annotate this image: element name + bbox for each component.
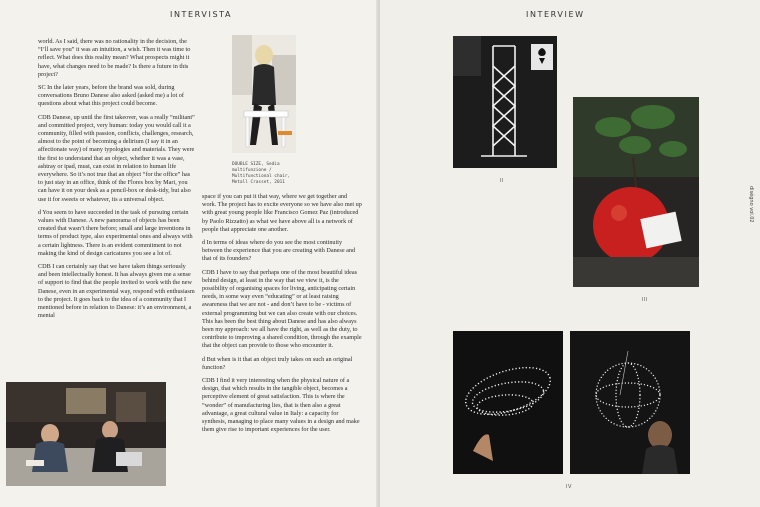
paragraph: space if you can put it that way, where we get together and work. The project has to excite everyone so we have also met up with great young people like Francisco Gomez Paz (introduced by Paolo Rizzatto) as what we have above all is a network of people that appreciate one another. <box>202 193 362 233</box>
chair-photo-image <box>232 35 296 153</box>
paragraph: CDB I have to say that perhaps one of the most beautiful ideas behind design, at least in the way that we view it, is the possibility of organising spaces for living, anticipating certain needs, in some way even “educating” or at least raising awareness that we are not - and don’t have to be - victims of external programming but we can also create with our choices. This has been the best thing about Danese and has also always been my approach: we all have the right, as well as the duty, to contribute to improving a shared condition, through the example that the object can provide to those who encounter it. <box>202 268 362 350</box>
plate-iii-photo <box>573 97 699 287</box>
paragraph: d In terms of ideas where do you see the most continuity between the experience that you are creating with Danese and that of its founders? <box>202 239 356 263</box>
plate-ii-photo <box>453 36 557 168</box>
meeting-photo <box>6 382 166 486</box>
paragraph: CDB I find it very interesting when the physical nature of a design, that which results in the tangible object, becomes a perceptive element of great satisfaction. This is where the “wonder” of manufacturing lies, that is then also a great advantage, a great cultural value in Italy: a capacity for synthesis, managing to place many values in a design and make them give rise to important experiences for the user. <box>202 377 360 434</box>
paragraph: CDB Danese, up until the first takeover, was a really “militant” and committed project, very human: today you would call it a community, filled with passion, conflicts, challenges, research, almost to the point of becoming a delirium (I say it in an affectionate way) of many typologies and materials. They were the first to understand that an object, whether it was a vase, ashtray or ipad, must, can exist in relation to human life everywhere. So it’s not true that an object “for the office” has to just stay in an office, think of the Flores box by Mari, you can have it on your desk as a pencil-box or desk-tidy, but also use it for sweets or whatever, its a universal object. <box>38 113 195 203</box>
apple-plant-image <box>573 97 699 287</box>
left-page <box>0 0 378 507</box>
right-column <box>202 193 362 439</box>
plate-iv-photo-left <box>453 331 563 474</box>
plate-number: II <box>500 178 504 184</box>
magazine-side-label: diségno vol.02 <box>748 186 754 223</box>
plate-number: IV <box>566 484 572 490</box>
right-page-header: INTERVIEW <box>526 10 585 19</box>
photo-caption: DOUBLE SIZE, Sedia multifunzione / Multifunctional chair, Metall Crasset, 2011 <box>232 162 291 185</box>
paragraph: d But when is it that an object truly takes on such an original function? <box>202 355 353 371</box>
paragraph: d You seem to have succeeded in the task of pursuing certain values with Danese. A new panorama of objects has been created that wasn’t there before; small and large inventions in terms of product type, also experimental ones and always with a certain lightness. There is an evident commitment to not making the kind of design caricatures you see a lot of. <box>38 208 193 257</box>
light-rings-image <box>453 331 563 474</box>
paragraph: world. As I said, there was no rationality in the decision, the “I’ll save you” it was an intuition, a wish. Then it was time to reflect. What does this reality mean? What prospects might it have, what changes need to be made? Is there a future in this project? <box>38 38 191 78</box>
paragraph: CDB I can certainly say that we have taken things seriously and been intellectually honest. It has always given me a sense of support to find that the people invited to work with the new Danese, even in an experimental way, respond with enthusiasm to the project. It goes back to the idea of a community that I mentioned before in relation to Danese: it’s an environment, a mental <box>38 263 195 320</box>
left-page-header: INTERVISTA <box>170 10 233 19</box>
right-page <box>380 0 760 507</box>
light-sphere-image <box>570 331 690 474</box>
meeting-photo-image <box>6 382 166 486</box>
wire-sculpture-image <box>453 36 557 168</box>
paragraph: SC In the later years, before the brand was sold, during conversations Bruno Danese also asked (asked me) a lot of questions about what this project could become. <box>38 84 184 108</box>
chair-photo <box>232 35 296 153</box>
plate-iv-photo-right <box>570 331 690 474</box>
plate-number: III <box>642 297 648 303</box>
left-column <box>38 38 196 326</box>
